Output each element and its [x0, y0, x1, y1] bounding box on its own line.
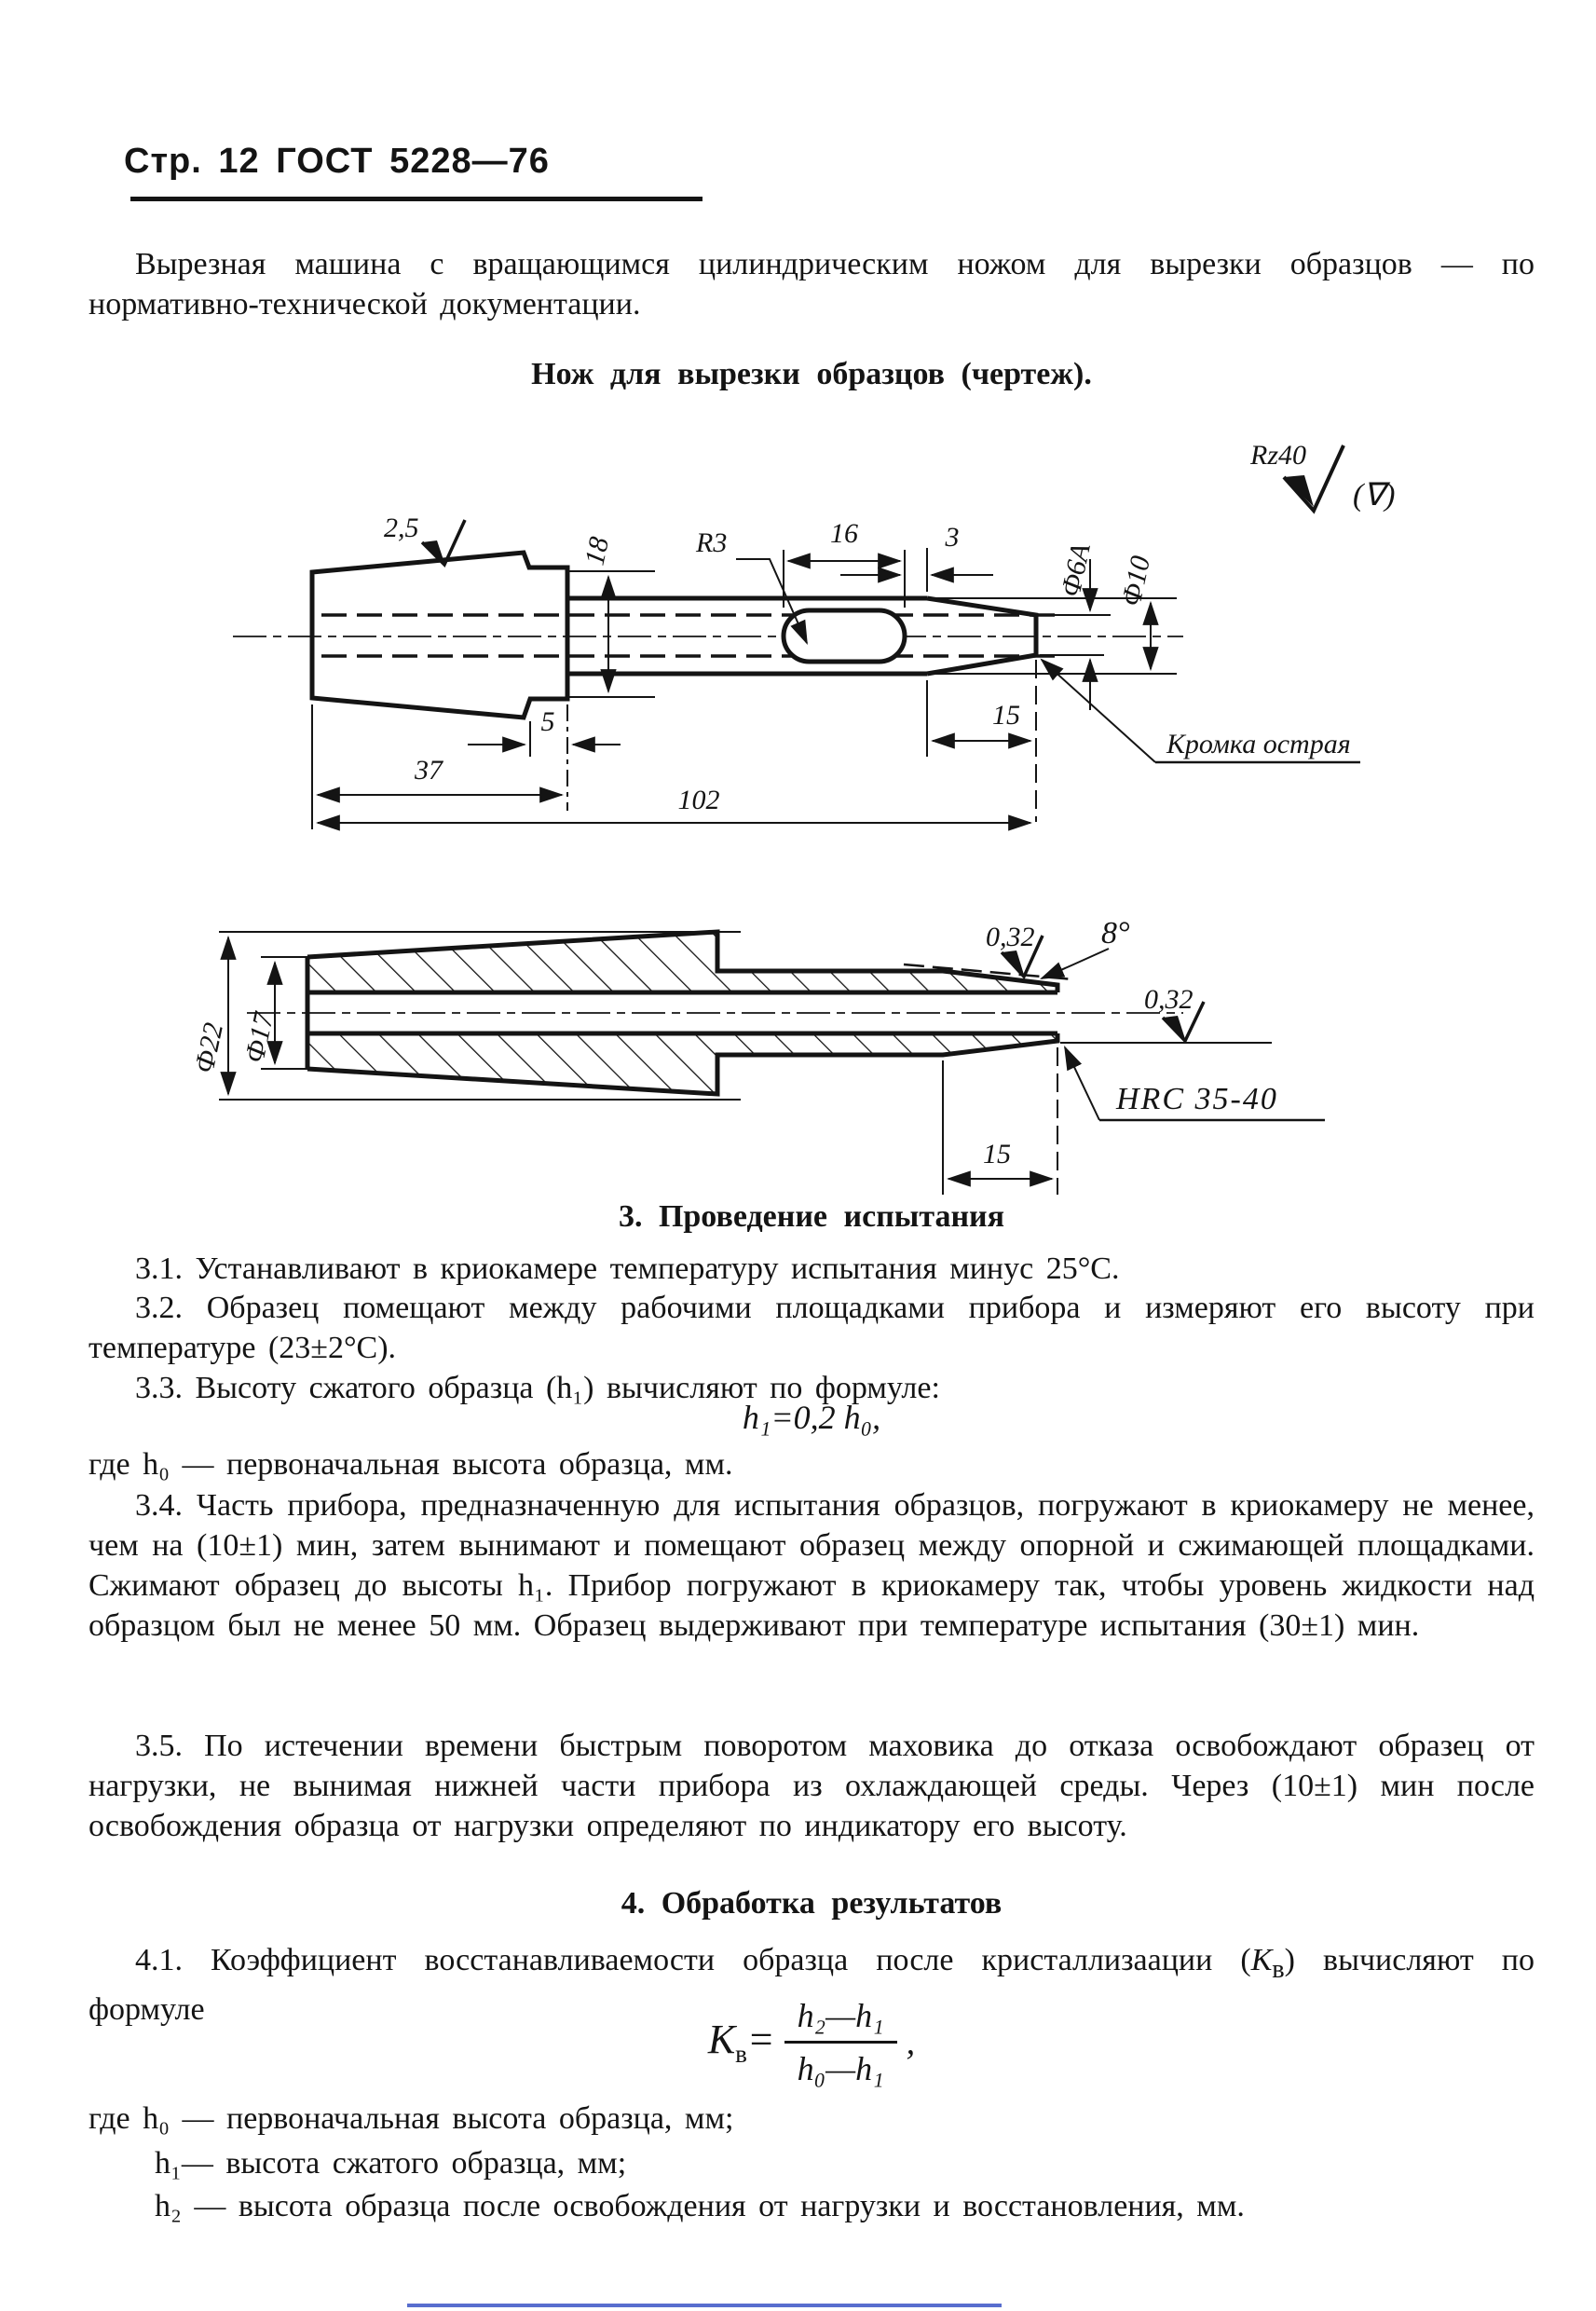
- kv-symbol: К: [1250, 1943, 1273, 1977]
- kv-subscript: в: [1272, 1954, 1285, 1984]
- dia-17-label: Ф17: [239, 1009, 280, 1066]
- paragraph-3-4: 3.4. Часть прибора, предназначенную для испытания образцов, погружают в криокамеру не менее, чем на (10±1) мин, затем вынимают и помещают образец между опорной и сжимающей площадками. Сжимают образец до высоты h₁. Прибор погружают в криокамеру так, чтобы уровень жидкости над образцом был не менее 50 мм. Образец выдерживают при температуре испытания (30±1) мин.: [89, 1488, 1535, 1643]
- dim-37-label: 37: [415, 755, 443, 786]
- paragraph-3-5: 3.5. По истечении времени быстрым поворотом маховика до отказа освобождают образец от нагрузки, не вынимая нижней части прибора из охлаждающей среды. Через (10±1) мин после освобождения образца от нагрузки определяют по индикатору его высоту.: [89, 1729, 1535, 1843]
- formula-kv: [89, 1996, 1535, 2088]
- dim-18-label: 18: [579, 534, 616, 568]
- dim-3-label: 3: [945, 522, 960, 553]
- where-h1-line: h₁— высота сжатого образца, мм;: [155, 2146, 627, 2181]
- dia-22-label: Ф22: [188, 1019, 230, 1076]
- knife-drawing: [140, 401, 1463, 1221]
- finish-032-right-label: 0,32: [1144, 984, 1194, 1015]
- formula-kv-lhs: [708, 2016, 775, 2069]
- finish-2-5-label: 2,5: [384, 513, 419, 543]
- radius-r3-label: R3: [696, 527, 728, 558]
- view2-knife-section: [247, 932, 1183, 1094]
- formula-kv-comma: ,: [906, 2022, 916, 2062]
- scan-artifact-line: [407, 2304, 1002, 2307]
- dim-5-label: 5: [540, 706, 555, 737]
- formula-kv-base: К: [707, 2017, 736, 2063]
- dia-10-label: Ф10: [1115, 553, 1157, 609]
- intro-paragraph: Вырезная машина с вращающимся цилиндрическим ножом для вырезки образцов — по нормативно-технической документации.: [89, 247, 1535, 321]
- paragraph-4-1-post: ) вычисляют по формуле: [89, 1943, 1535, 2027]
- paragraph-3-1: 3.1. Устанавливают в криокамере температуру испытания минус 25°С.: [135, 1251, 1120, 1286]
- paragraph-3-2: 3.2. Образец помещают между рабочими площадками прибора и измеряют его высоту при температуре (23±2°С).: [89, 1291, 1535, 1365]
- view1-knife-outline: [233, 553, 1183, 718]
- paragraph-3-3: 3.3. Высоту сжатого образца (h₁) вычисляют по формуле:: [135, 1371, 940, 1405]
- section4-title: 4. Обработка результатов: [621, 1886, 1003, 1921]
- dim-16-label: 16: [830, 518, 858, 549]
- finish-032-top-label: 0,32: [986, 922, 1035, 952]
- sharp-edge-label: Кромка острая: [1166, 729, 1351, 759]
- formula-kv-fraction: [784, 1996, 897, 2088]
- dim-15-label: 15: [992, 700, 1020, 731]
- formula-kv-sub: в: [735, 2039, 747, 2068]
- dim-102-label: 102: [677, 785, 720, 815]
- hardness-label: HRC 35-40: [1116, 1082, 1278, 1116]
- paragraph-4-1-pre: 4.1. Коэффициент восстанавливаемости образца после кристаллизаации (: [135, 1943, 1251, 1977]
- formula-kv-numerator: h₂—h₁: [797, 1997, 884, 2034]
- page-header: Стр. 12 ГОСТ 5228—76: [124, 142, 550, 181]
- paragraph-3-3-where: где h₀ — первоначальная высота образца, мм.: [89, 1447, 733, 1482]
- header-underline: [130, 197, 703, 201]
- formula-kv-equals: =: [746, 2017, 775, 2063]
- where-h2-line: h₂ — высота образца после освобождения от нагрузки и восстановления, мм.: [155, 2189, 1245, 2223]
- dia-6a-label: Ф6А: [1055, 540, 1097, 600]
- angle-8-label: 8°: [1101, 916, 1130, 950]
- dim-15-v2-label: 15: [983, 1139, 1011, 1169]
- roughness-rz40-label: Rz40: [1250, 440, 1306, 471]
- formula-kv-denominator: h₀—h₁: [784, 2041, 897, 2088]
- where-h0-line: где h₀ — первоначальная высота образца, мм;: [89, 2101, 734, 2136]
- figure-title: Нож для вырезки образцов (чертеж).: [531, 357, 1092, 391]
- section3-title: 3. Проведение испытания: [618, 1199, 1005, 1234]
- roughness-alt-symbol: (∇): [1353, 478, 1396, 513]
- formula-h1: h₁=0,2 h₀,: [742, 1399, 881, 1436]
